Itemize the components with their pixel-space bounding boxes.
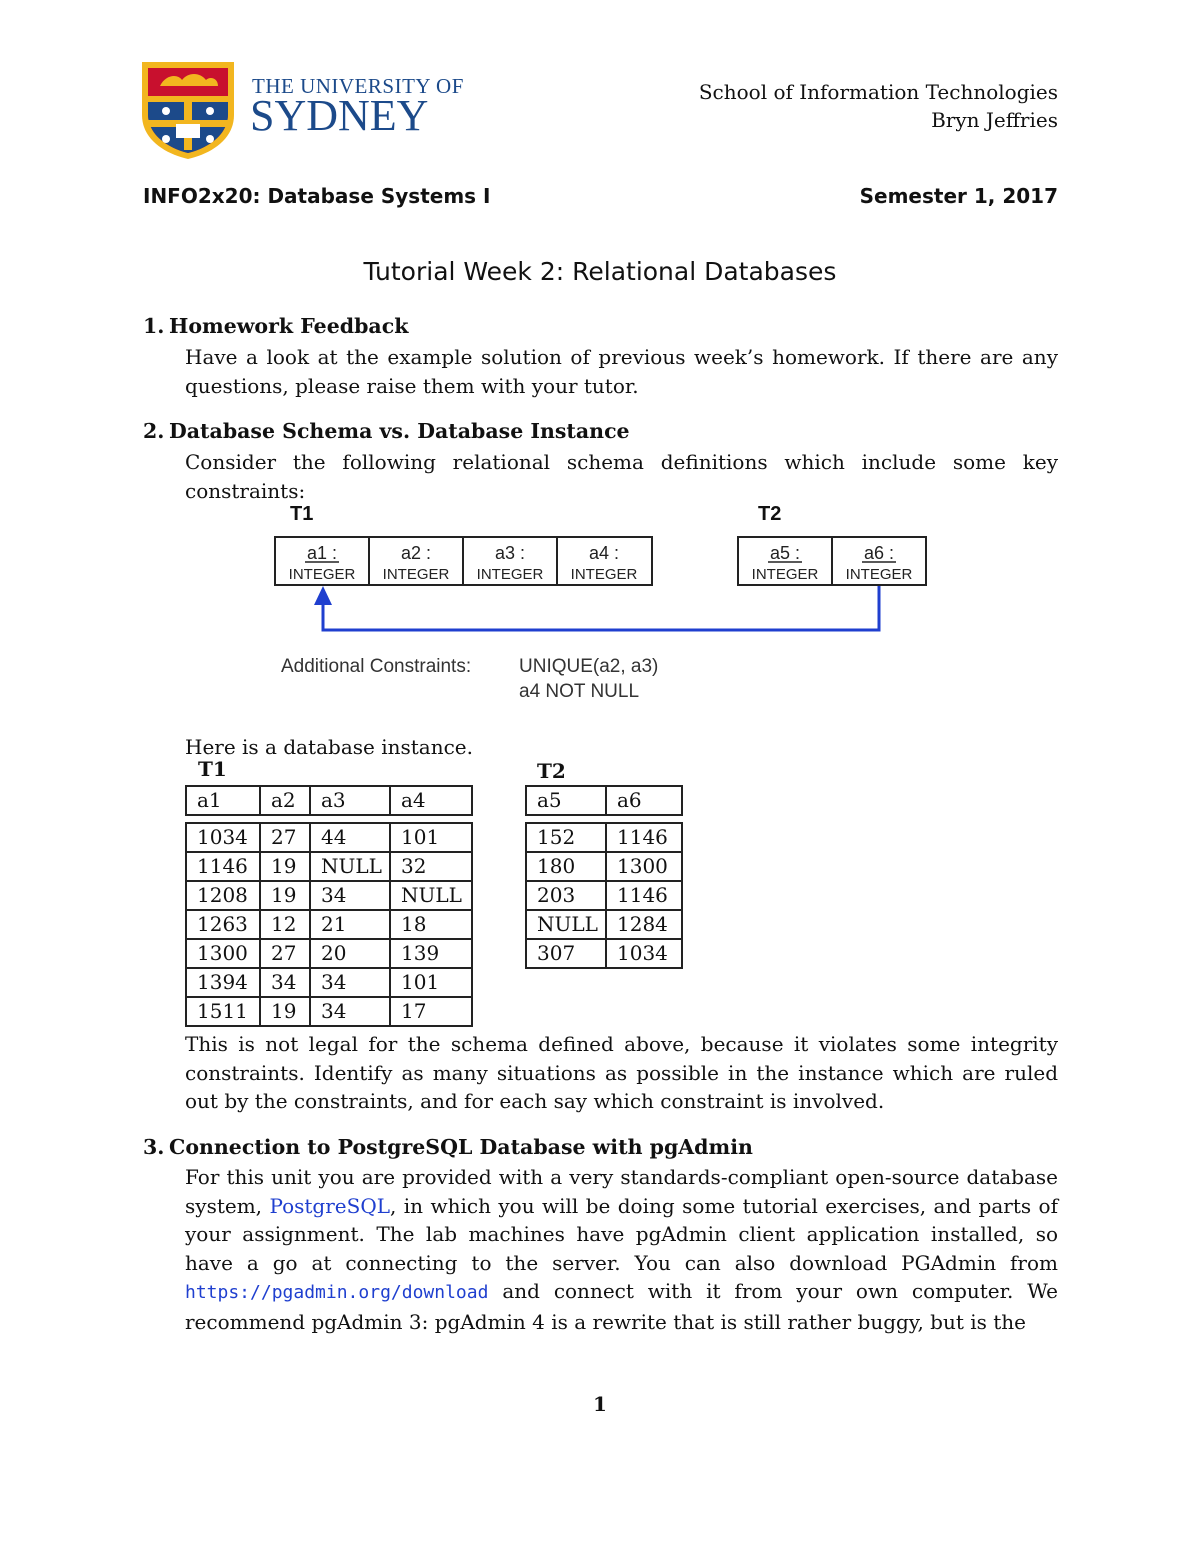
semester: Semester 1, 2017 (859, 184, 1058, 208)
table-header-row (186, 786, 472, 815)
table-cell: NULL (526, 910, 606, 939)
column-header: a3 (310, 786, 390, 815)
table-cell: 1146 (186, 852, 260, 881)
schema-t1-col-2-name: a2 : (400, 543, 432, 563)
column-header: a4 (390, 786, 472, 815)
table-cell: 1394 (186, 968, 260, 997)
table-cell: 18 (390, 910, 472, 939)
table-row (186, 939, 472, 968)
table-cell: 17 (390, 997, 472, 1026)
table-cell: 1263 (186, 910, 260, 939)
table-cell: 21 (310, 910, 390, 939)
table-cell: 139 (390, 939, 472, 968)
table-cell: 152 (526, 823, 606, 852)
course-title: INFO2x20: Database Systems I (143, 184, 491, 208)
table-cell: 1146 (606, 881, 682, 910)
university-logo (140, 60, 464, 160)
instance-t2-label: T2 (537, 759, 566, 783)
column-header: a1 (186, 786, 260, 815)
table-cell: 1511 (186, 997, 260, 1026)
schema-t2-label: T2 (758, 503, 782, 525)
table-cell: 19 (260, 852, 310, 881)
table-cell: NULL (390, 881, 472, 910)
table-header-row (526, 786, 682, 815)
table-cell: 307 (526, 939, 606, 968)
schema-diagram (0, 530, 1200, 650)
section-3-text-part2: , in which you will be doing some tutorial exercises, and parts of your assignment. The lab machines have pgAdmin client application installed, so have a go at connecting to the server. You can also download PGAdmin from (185, 1193, 1058, 1275)
table-row (186, 910, 472, 939)
instance-t1-label: T1 (198, 757, 227, 781)
foreign-key-arrowhead-icon (314, 586, 332, 605)
schema-t1-col-1-name: a1 : (306, 543, 338, 563)
author-name: Bryn Jeffries (931, 108, 1058, 132)
logo-university-line1: THE UNIVERSITY OF (252, 74, 464, 98)
schema-t2-col-2-name: a6 : (863, 543, 895, 563)
school-name: School of Information Technologies (698, 80, 1058, 104)
table-cell: 1034 (606, 939, 682, 968)
instance-intro: Here is a database instance. (185, 735, 473, 759)
column-header: a6 (606, 786, 682, 815)
table-row (526, 881, 682, 910)
section-2-heading: Database Schema vs. Database Instance (169, 419, 630, 443)
schema-t2-col-2-type: INTEGER (845, 566, 913, 583)
table-row (526, 910, 682, 939)
table-row (526, 823, 682, 852)
table-cell: 1300 (186, 939, 260, 968)
section-1-body: Have a look at the example solution of previous week’s homework. If there are any questions, please raise them with your tutor. (185, 345, 1058, 398)
constraint-unique: UNIQUE(a2, a3) (519, 656, 659, 677)
section-3-body (185, 1163, 1058, 1336)
section-1-number: 1. (143, 314, 165, 338)
table-cell: 12 (260, 910, 310, 939)
section-1-heading: Homework Feedback (169, 314, 409, 338)
table-cell: 19 (260, 997, 310, 1026)
table-cell: 27 (260, 939, 310, 968)
instance-t1-table (185, 785, 473, 1027)
table-cell: 27 (260, 823, 310, 852)
constraint-not-null: a4 NOT NULL (519, 681, 640, 702)
university-crest-icon (140, 60, 236, 160)
schema-t1-col-2-type: INTEGER (382, 566, 450, 583)
table-row (186, 968, 472, 997)
section-2-after-tables: This is not legal for the schema defined above, because it violates some integrity constraints. Identify as many situations as possible in the instance which are ruled out by the constraints, and for each say which constraint is involved. (185, 1032, 1058, 1113)
logo-university-line2: SYDNEY (250, 91, 429, 140)
table-cell: 1034 (186, 823, 260, 852)
table-cell: 19 (260, 881, 310, 910)
table-cell: 203 (526, 881, 606, 910)
table-cell: 1284 (606, 910, 682, 939)
section-3-text-part3: and connect with it from your own computer. We recommend pgAdmin 3: pgAdmin 4 is a rewrite that is still rather buggy, but is the (185, 1279, 1058, 1334)
page-title: Tutorial Week 2: Relational Databases (363, 257, 837, 286)
table-row (186, 852, 472, 881)
schema-t1-col-3-name: a3 : (494, 543, 526, 563)
table-cell: 1146 (606, 823, 682, 852)
schema-t1-col-4-name: a4 : (588, 543, 620, 563)
section-2-body: Consider the following relational schema definitions which include some key constraints: (185, 450, 1058, 503)
table-cell: 34 (310, 881, 390, 910)
table-cell: 1300 (606, 852, 682, 881)
postgresql-link[interactable]: PostgreSQL (269, 1193, 391, 1218)
column-header: a2 (260, 786, 310, 815)
page-number: 1 (593, 1392, 607, 1416)
table-cell: 101 (390, 968, 472, 997)
table-cell: 34 (310, 997, 390, 1026)
table-cell: 44 (310, 823, 390, 852)
section-3-text-part1: For this unit you are provided with a very standards-compliant open-source database system, (185, 1165, 1058, 1218)
column-header: a5 (526, 786, 606, 815)
schema-t1-label: T1 (290, 503, 314, 525)
table-cell: 34 (260, 968, 310, 997)
schema-t1-col-1-type: INTEGER (288, 566, 356, 583)
table-cell: 1208 (186, 881, 260, 910)
table-row (186, 997, 472, 1026)
section-3-heading: Connection to PostgreSQL Database with pgAdmin (169, 1135, 753, 1159)
table-cell: 180 (526, 852, 606, 881)
schema-t1-col-4-type: INTEGER (570, 566, 638, 583)
table-cell: NULL (310, 852, 390, 881)
table-row (526, 939, 682, 968)
table-cell: 32 (390, 852, 472, 881)
instance-t2-table (525, 785, 683, 969)
pgadmin-download-link[interactable]: https://pgadmin.org/download (185, 1282, 489, 1303)
schema-t1-col-3-type: INTEGER (476, 566, 544, 583)
schema-t2-col-1-name: a5 : (769, 543, 801, 563)
table-row (186, 823, 472, 852)
section-2-number: 2. (143, 419, 165, 443)
additional-constraints-label: Additional Constraints: (281, 656, 472, 677)
schema-t2-col-1-type: INTEGER (751, 566, 819, 583)
foreign-key-arrow-line (323, 586, 879, 630)
table-row (526, 852, 682, 881)
section-3-number: 3. (143, 1135, 165, 1159)
table-cell: 20 (310, 939, 390, 968)
table-cell: 101 (390, 823, 472, 852)
table-row (186, 881, 472, 910)
table-cell: 34 (310, 968, 390, 997)
